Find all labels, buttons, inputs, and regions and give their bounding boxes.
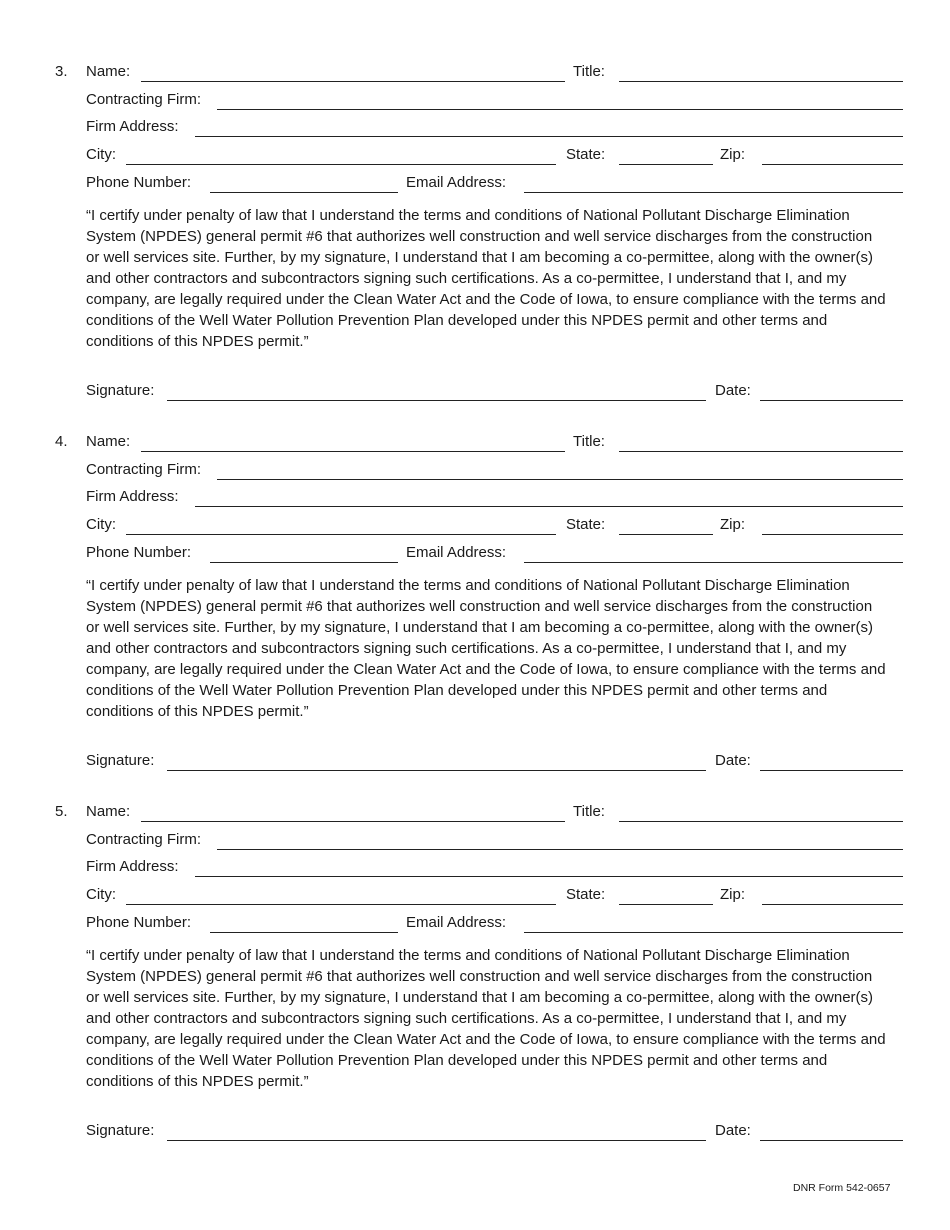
section-number: 3. — [55, 63, 68, 80]
certification-statement: “I certify under penalty of law that I understand the terms and conditions of National Pollutant Discharge Elimination System (NPDES) general permit #6 that authorizes well construction and well service discharges from the construction or well services site. Further, by my signature, I understand that I am becoming a co-permittee, along with the owner(s) and other contractors and subcontractors signing such certifications. As a co-permittee, I understand that I, and my company, are legally required under the Clean Water Act and the Code of Iowa, to ensure compliance with the terms and conditions of the Well Water Pollution Prevention Plan developed under this NPDES permit and other terms and conditions of this NPDES permit.” — [86, 207, 886, 350]
name-field[interactable] — [141, 806, 565, 822]
contracting-firm-field[interactable] — [217, 94, 903, 110]
title-label: Title: — [573, 433, 605, 450]
date-label: Date: — [715, 1122, 751, 1139]
firm-address-label: Firm Address: — [86, 488, 179, 505]
contracting-firm-label: Contracting Firm: — [86, 461, 202, 478]
date-label: Date: — [715, 752, 751, 769]
date-field[interactable] — [760, 385, 903, 401]
contracting-firm-label: Contracting Firm: — [86, 831, 202, 848]
title-label: Title: — [573, 803, 605, 820]
state-field[interactable] — [619, 149, 713, 165]
title-field[interactable] — [619, 806, 903, 822]
name-label: Name: — [86, 803, 131, 820]
phone-field[interactable] — [210, 547, 398, 563]
phone-label: Phone Number: — [86, 914, 192, 931]
signature-field[interactable] — [167, 385, 706, 401]
date-field[interactable] — [760, 1125, 903, 1141]
contractor-section-5 — [0, 802, 950, 1162]
name-field[interactable] — [141, 436, 565, 452]
signature-field[interactable] — [167, 755, 706, 771]
zip-field[interactable] — [762, 149, 903, 165]
email-label: Email Address: — [406, 914, 507, 931]
zip-field[interactable] — [762, 519, 903, 535]
contracting-firm-field[interactable] — [217, 834, 903, 850]
date-field[interactable] — [760, 755, 903, 771]
email-label: Email Address: — [406, 544, 507, 561]
title-field[interactable] — [619, 66, 903, 82]
state-label: State: — [566, 516, 606, 533]
city-label: City: — [86, 516, 116, 533]
email-field[interactable] — [524, 547, 903, 563]
city-field[interactable] — [126, 149, 556, 165]
name-field[interactable] — [141, 66, 565, 82]
firm-address-field[interactable] — [195, 491, 903, 507]
name-label: Name: — [86, 63, 131, 80]
certification-statement: “I certify under penalty of law that I understand the terms and conditions of National Pollutant Discharge Elimination System (NPDES) general permit #6 that authorizes well construction and well service discharges from the construction or well services site. Further, by my signature, I understand that I am becoming a co-permittee, along with the owner(s) and other contractors and subcontractors signing such certifications. As a co-permittee, I understand that I, and my company, are legally required under the Clean Water Act and the Code of Iowa, to ensure compliance with the terms and conditions of the Well Water Pollution Prevention Plan developed under this NPDES permit and other terms and conditions of this NPDES permit.” — [86, 577, 886, 720]
form-number: DNR Form 542-0657 — [793, 1182, 891, 1194]
phone-field[interactable] — [210, 177, 398, 193]
signature-label: Signature: — [86, 752, 155, 769]
city-field[interactable] — [126, 519, 556, 535]
state-field[interactable] — [619, 889, 713, 905]
state-label: State: — [566, 146, 606, 163]
contracting-firm-label: Contracting Firm: — [86, 91, 202, 108]
zip-label: Zip: — [720, 886, 746, 903]
city-label: City: — [86, 886, 116, 903]
name-label: Name: — [86, 433, 131, 450]
contracting-firm-field[interactable] — [217, 464, 903, 480]
state-field[interactable] — [619, 519, 713, 535]
email-field[interactable] — [524, 917, 903, 933]
email-field[interactable] — [524, 177, 903, 193]
contractor-section-3 — [0, 62, 950, 422]
firm-address-label: Firm Address: — [86, 858, 179, 875]
firm-address-field[interactable] — [195, 121, 903, 137]
phone-label: Phone Number: — [86, 544, 192, 561]
city-field[interactable] — [126, 889, 556, 905]
zip-field[interactable] — [762, 889, 903, 905]
section-number: 5. — [55, 803, 68, 820]
certification-statement: “I certify under penalty of law that I understand the terms and conditions of National Pollutant Discharge Elimination System (NPDES) general permit #6 that authorizes well construction and well service discharges from the construction or well services site. Further, by my signature, I understand that I am becoming a co-permittee, along with the owner(s) and other contractors and subcontractors signing such certifications. As a co-permittee, I understand that I, and my company, are legally required under the Clean Water Act and the Code of Iowa, to ensure compliance with the terms and conditions of the Well Water Pollution Prevention Plan developed under this NPDES permit and other terms and conditions of this NPDES permit.” — [86, 947, 886, 1090]
title-label: Title: — [573, 63, 605, 80]
signature-field[interactable] — [167, 1125, 706, 1141]
firm-address-field[interactable] — [195, 861, 903, 877]
contractor-section-4 — [0, 432, 950, 792]
title-field[interactable] — [619, 436, 903, 452]
phone-label: Phone Number: — [86, 174, 192, 191]
email-label: Email Address: — [406, 174, 507, 191]
signature-label: Signature: — [86, 382, 155, 399]
signature-label: Signature: — [86, 1122, 155, 1139]
firm-address-label: Firm Address: — [86, 118, 179, 135]
zip-label: Zip: — [720, 516, 746, 533]
section-number: 4. — [55, 433, 68, 450]
zip-label: Zip: — [720, 146, 746, 163]
state-label: State: — [566, 886, 606, 903]
city-label: City: — [86, 146, 116, 163]
phone-field[interactable] — [210, 917, 398, 933]
date-label: Date: — [715, 382, 751, 399]
